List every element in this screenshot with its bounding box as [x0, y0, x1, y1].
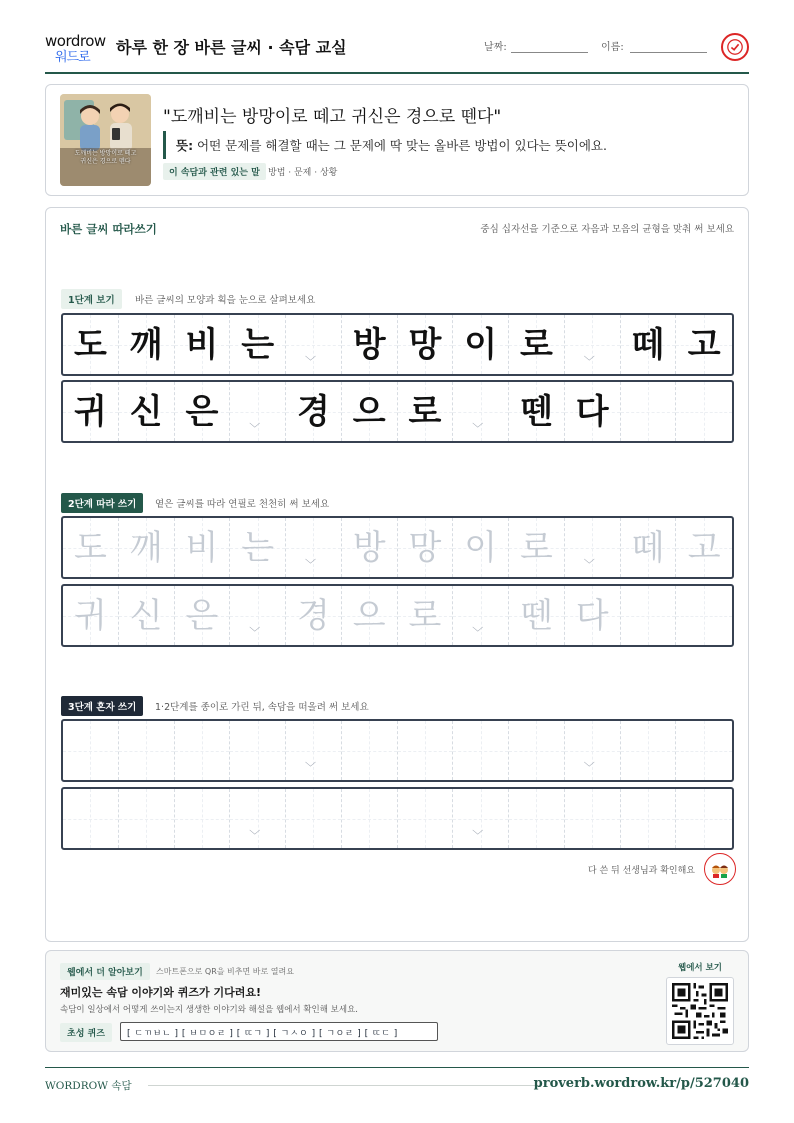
grid-cell[interactable] — [509, 586, 565, 645]
practice-title: 바른 글씨 따라쓰기 — [60, 222, 157, 236]
grid-cell — [565, 382, 621, 441]
space-mark-icon: ﹀ — [583, 355, 595, 368]
page-header — [45, 30, 749, 74]
check-stamp-icon — [721, 33, 749, 61]
grid-char: 경 — [296, 391, 330, 432]
space-mark-icon: ﹀ — [249, 829, 261, 842]
grid-cell[interactable] — [230, 518, 286, 577]
grid-char: 로 — [408, 391, 442, 432]
stage3-tag: 3단계 혼자 쓰기 — [61, 696, 143, 716]
proverb-card — [45, 84, 749, 196]
practice-hint: 중심 십자선을 기준으로 자음과 모음의 균형을 맞춰 써 보세요 — [480, 224, 734, 235]
web-tag: 웹에서 더 알아보기 — [60, 963, 150, 980]
grid-cell[interactable] — [342, 586, 398, 645]
quiz-tag: 초성 퀴즈 — [60, 1023, 112, 1042]
grid-cell — [509, 315, 565, 374]
grid-cell — [286, 315, 342, 374]
grid-cell[interactable] — [63, 586, 119, 645]
grid-char: 으 — [352, 391, 386, 432]
grid-char: 뗀 — [519, 391, 553, 432]
grid-cell[interactable] — [565, 518, 621, 577]
grid-cell[interactable] — [509, 789, 565, 848]
grid-cell — [342, 315, 398, 374]
caption-line-1: 도깨비는 방망이로 떼고 — [74, 150, 137, 157]
grid-cell — [63, 315, 119, 374]
name-field[interactable] — [630, 52, 707, 53]
grid-cell — [286, 382, 342, 441]
grid-cell[interactable] — [230, 586, 286, 645]
grid-cell[interactable] — [509, 518, 565, 577]
grid-char: 는 — [241, 527, 275, 568]
grid-cell — [342, 382, 398, 441]
grid-char: 뗀 — [519, 595, 553, 636]
space-mark-icon: ﹀ — [305, 761, 316, 774]
caption-line-2: 귀신은 경으로 뗀다 — [80, 158, 131, 165]
date-label: 날짜: — [484, 42, 507, 53]
grid-cell[interactable] — [453, 721, 509, 780]
grid-cell[interactable] — [230, 721, 286, 780]
grid-cell[interactable] — [119, 721, 175, 780]
page-footer — [45, 1067, 749, 1097]
grid-cell[interactable] — [286, 721, 342, 780]
logo-korean: 워드로 — [55, 50, 90, 65]
grid-cell[interactable] — [175, 721, 231, 780]
grid-char: 다 — [575, 595, 609, 636]
web-section — [45, 950, 749, 1052]
grid-cell — [621, 382, 677, 441]
grid-char: 이 — [464, 527, 498, 568]
grid-cell[interactable] — [175, 789, 231, 848]
space-mark-icon: ﹀ — [583, 558, 595, 571]
grid-cell[interactable] — [398, 586, 454, 645]
grid-cell[interactable] — [175, 518, 231, 577]
logo-wordmark: wordrow — [45, 32, 106, 50]
meaning-text: 어떤 문제를 해결할 때는 그 문제에 딱 맞는 올바른 방법이 있다는 뜻이에요. — [193, 138, 607, 153]
grid-cell[interactable] — [565, 789, 621, 848]
grid-char: 으 — [352, 595, 386, 636]
illustration-caption — [60, 150, 151, 166]
proverb-illustration — [60, 94, 151, 186]
grid-char: 망 — [408, 324, 442, 365]
grid-char: 떼 — [631, 527, 665, 568]
grid-char: 떼 — [631, 324, 665, 365]
stage1-desc: 바른 글씨의 모양과 획을 눈으로 살펴보세요 — [135, 295, 316, 306]
related-words-tag: 이 속담과 관련 있는 말 — [163, 163, 266, 180]
grid-cell — [509, 382, 565, 441]
grid-char: 다 — [575, 391, 609, 432]
grid-char: 고 — [687, 324, 721, 365]
grid-cell[interactable] — [565, 721, 621, 780]
related-words: 방법 · 문제 · 상황 — [268, 168, 338, 178]
grid-char: 는 — [241, 324, 275, 365]
initial-consonant-quiz: [ ㄷㄲㅂㄴ ] [ ㅂㅁㅇㄹ ] [ ㄸㄱ ] [ ㄱㅅㅇ ] [ ㄱㅇㄹ ] [ ㄸㄷ ] — [120, 1022, 438, 1041]
grid-char: 깨 — [129, 324, 163, 365]
grid-cell[interactable] — [286, 518, 342, 577]
grid-cell[interactable] — [621, 518, 677, 577]
web-subtext: 속담이 일상에서 어떻게 쓰이는지 생생한 이야기와 해설을 웹에서 확인해 보세요. — [60, 1005, 358, 1015]
footer-brand: WORDROW 속담 — [45, 1080, 132, 1092]
grid-cell[interactable] — [342, 789, 398, 848]
grid-char: 비 — [185, 527, 219, 568]
grid-char: 로 — [519, 527, 553, 568]
grid-cell — [175, 382, 231, 441]
grid-cell[interactable] — [509, 721, 565, 780]
grid-cell — [453, 315, 509, 374]
grid-cell[interactable] — [119, 789, 175, 848]
grid-char: 로 — [408, 595, 442, 636]
grid-cell — [453, 382, 509, 441]
grid-cell — [676, 315, 732, 374]
grid-cell[interactable] — [63, 789, 119, 848]
grid-cell[interactable] — [119, 518, 175, 577]
grid-cell[interactable] — [119, 586, 175, 645]
grid-cell[interactable] — [453, 586, 509, 645]
grid-cell[interactable] — [398, 789, 454, 848]
stage2-line2[interactable] — [61, 584, 734, 647]
grid-char: 은 — [185, 391, 219, 432]
grid-char: 깨 — [129, 527, 163, 568]
grid-cell[interactable] — [398, 721, 454, 780]
teacher-check-text: 다 쓴 뒤 선생님과 확인해요 — [587, 866, 695, 876]
space-mark-icon: ﹀ — [472, 829, 484, 842]
grid-char: 귀 — [73, 391, 107, 432]
space-mark-icon: ﹀ — [583, 761, 595, 774]
grid-cell — [398, 382, 454, 441]
grid-char: 이 — [464, 324, 498, 365]
stage1-tag: 1단계 보기 — [61, 289, 122, 309]
grid-char: 신 — [129, 391, 163, 432]
grid-cell[interactable] — [621, 789, 677, 848]
space-mark-icon: ﹀ — [305, 355, 316, 368]
grid-cell[interactable] — [175, 586, 231, 645]
grid-cell[interactable] — [286, 586, 342, 645]
proverb-text: "도깨비는 방망이로 떼고 귀신은 경으로 뗀다" — [163, 107, 502, 127]
grid-char: 경 — [296, 595, 330, 636]
stage2-line1[interactable] — [61, 516, 734, 579]
grid-cell[interactable] — [286, 789, 342, 848]
date-field[interactable] — [511, 52, 588, 53]
grid-cell[interactable] — [676, 789, 732, 848]
stage3-line1[interactable] — [61, 719, 734, 782]
grid-cell[interactable] — [676, 721, 732, 780]
grid-char: 신 — [129, 595, 163, 636]
stage1-line1 — [61, 313, 734, 376]
grid-cell[interactable] — [565, 586, 621, 645]
qr-code-icon[interactable] — [666, 977, 734, 1045]
space-mark-icon: ﹀ — [472, 422, 484, 435]
grid-cell[interactable] — [676, 518, 732, 577]
grid-cell[interactable] — [230, 789, 286, 848]
grid-char: 방 — [352, 527, 386, 568]
footer-url[interactable]: proverb.wordrow.kr/p/527040 — [533, 1076, 749, 1091]
grid-char: 로 — [519, 324, 553, 365]
grid-cell[interactable] — [621, 586, 677, 645]
stage3-desc: 1·2단계를 종이로 가린 뒤, 속담을 떠올려 써 보세요 — [155, 702, 369, 713]
teacher-stamp-icon — [704, 853, 736, 885]
grid-char: 도 — [73, 527, 107, 568]
grid-cell — [621, 315, 677, 374]
grid-cell[interactable] — [453, 518, 509, 577]
proverb-meaning — [163, 131, 607, 159]
grid-cell[interactable] — [621, 721, 677, 780]
grid-cell — [63, 382, 119, 441]
space-mark-icon: ﹀ — [472, 626, 484, 639]
grid-cell[interactable] — [342, 721, 398, 780]
space-mark-icon: ﹀ — [249, 422, 261, 435]
stage1-line2 — [61, 380, 734, 443]
web-headline: 재미있는 속담 이야기와 퀴즈가 기다려요! — [60, 986, 261, 999]
wordrow-logo — [45, 32, 109, 65]
grid-cell — [119, 315, 175, 374]
grid-char: 은 — [185, 595, 219, 636]
page-title: 하루 한 장 바른 글씨 · 속담 교실 — [116, 38, 347, 57]
grid-cell[interactable] — [453, 789, 509, 848]
illustration-image — [60, 94, 151, 186]
footer-divider — [148, 1085, 540, 1086]
grid-char: 귀 — [73, 595, 107, 636]
grid-char: 방 — [352, 324, 386, 365]
grid-cell — [676, 382, 732, 441]
space-mark-icon: ﹀ — [249, 626, 261, 639]
grid-cell — [175, 315, 231, 374]
grid-char: 고 — [687, 527, 721, 568]
stage2-desc: 옅은 글씨를 따라 연필로 천천히 써 보세요 — [155, 499, 330, 510]
grid-cell — [398, 315, 454, 374]
grid-char: 비 — [185, 324, 219, 365]
grid-char: 도 — [73, 324, 107, 365]
grid-cell[interactable] — [342, 518, 398, 577]
grid-char: 망 — [408, 527, 442, 568]
grid-cell — [565, 315, 621, 374]
qr-label: 웹에서 보기 — [678, 963, 723, 973]
meaning-label: 뜻: — [176, 138, 194, 153]
stage3-line2[interactable] — [61, 787, 734, 850]
grid-cell — [230, 315, 286, 374]
web-hint: 스마트폰으로 QR을 비추면 바로 열려요 — [156, 967, 294, 976]
grid-cell[interactable] — [398, 518, 454, 577]
stage2-tag: 2단계 따라 쓰기 — [61, 493, 143, 513]
practice-panel — [45, 207, 749, 942]
grid-cell[interactable] — [63, 721, 119, 780]
name-label: 이름: — [601, 42, 624, 53]
space-mark-icon: ﹀ — [305, 558, 316, 571]
grid-cell[interactable] — [676, 586, 732, 645]
grid-cell — [119, 382, 175, 441]
grid-cell[interactable] — [63, 518, 119, 577]
grid-cell — [230, 382, 286, 441]
